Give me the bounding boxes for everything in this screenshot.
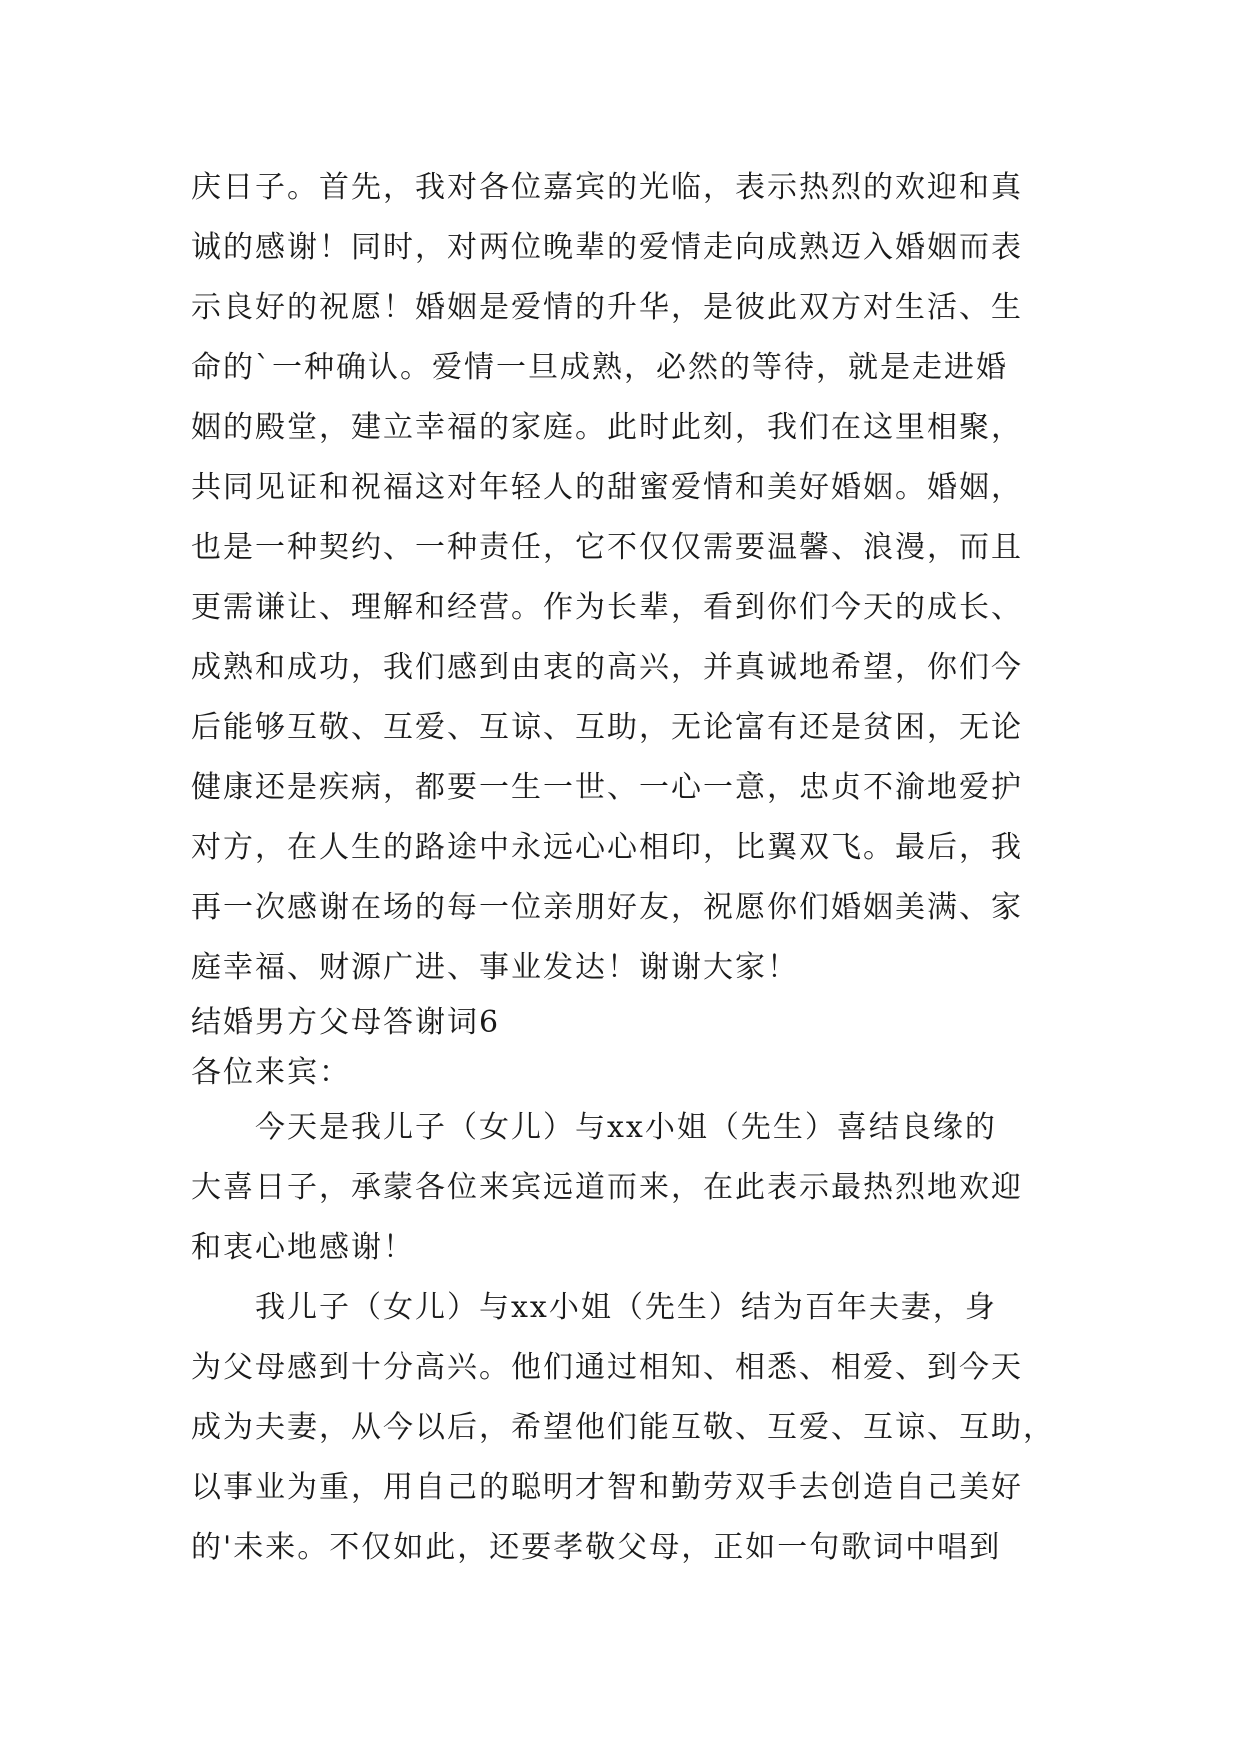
text-line: 示良好的祝愿！婚姻是爱情的升华，是彼此双方对生活、生	[191, 290, 1023, 325]
document-body	[191, 158, 1071, 1578]
text-line: 更需谦让、理解和经营。作为长辈，看到你们今天的成长、	[191, 590, 1023, 625]
text-line: 的'未来。不仅如此，还要孝敬父母，正如一句歌词中唱到	[191, 1530, 1002, 1565]
text-line: 对方，在人生的路途中永远心心相印，比翼双飞。最后，我	[191, 830, 1023, 865]
text-line: 命的`一种确认。爱情一旦成熟，必然的等待，就是走进婚	[191, 350, 1008, 385]
text-line: 成熟和成功，我们感到由衷的高兴，并真诚地希望，你们今	[191, 650, 1023, 685]
text-line: 和衷心地感谢！	[191, 1230, 415, 1265]
text-line: 成为夫妻，从今以后，希望他们能互敬、互爱、互谅、互助，	[191, 1410, 1055, 1445]
paragraph-3	[191, 1278, 1071, 1578]
text-line: 共同见证和祝福这对年轻人的甜蜜爱情和美好婚姻。婚姻，	[191, 470, 1023, 505]
text-line: 我儿子（女儿）与xx小姐（先生）结为百年夫妻，身	[255, 1290, 997, 1325]
text-line: 为父母感到十分高兴。他们通过相知、相悉、相爱、到今天	[191, 1350, 1023, 1385]
text-line: 健康还是疾病，都要一生一世、一心一意，忠贞不渝地爱护	[191, 770, 1023, 805]
text-line: 诚的感谢！同时，对两位晚辈的爱情走向成熟迈入婚姻而表	[191, 230, 1023, 265]
text-line: 也是一种契约、一种责任，它不仅仅需要温馨、浪漫，而且	[191, 530, 1023, 565]
text-line: 大喜日子，承蒙各位来宾远道而来，在此表示最热烈地欢迎	[191, 1170, 1023, 1205]
text-line: 姻的殿堂，建立幸福的家庭。此时此刻，我们在这里相聚，	[191, 410, 1023, 445]
section-heading: 结婚男方父母答谢词6	[191, 1005, 501, 1040]
salutation: 各位来宾：	[191, 1055, 351, 1090]
text-line: 庭幸福、财源广进、事业发达！谢谢大家！	[191, 950, 799, 985]
text-line: 以事业为重，用自己的聪明才智和勤劳双手去创造自己美好	[191, 1470, 1023, 1505]
text-line: 庆日子。首先，我对各位嘉宾的光临，表示热烈的欢迎和真	[191, 170, 1023, 205]
paragraph-2	[191, 1098, 1071, 1278]
text-line: 再一次感谢在场的每一位亲朋好友，祝愿你们婚姻美满、家	[191, 890, 1023, 925]
text-line: 今天是我儿子（女儿）与xx小姐（先生）喜结良缘的	[255, 1110, 997, 1145]
text-line: 后能够互敬、互爱、互谅、互助，无论富有还是贫困，无论	[191, 710, 1023, 745]
section1-paragraph	[191, 158, 1071, 998]
